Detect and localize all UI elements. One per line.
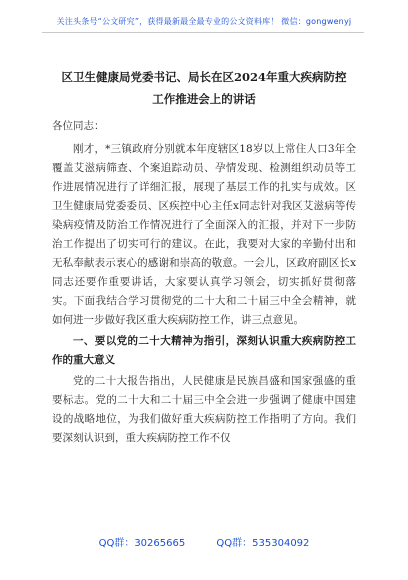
- document-title: 区卫生健康局党委书记、局长在区2024年重大疾病防控工作推进会上的讲话: [61, 70, 347, 106]
- footer-qq-group-2: QQ群：535304092: [216, 538, 310, 549]
- document-body: [52, 140, 356, 448]
- section-heading: 一、要以党的二十大精神为指引，深刻认识重大疾病防控工作的重大意义: [52, 335, 356, 366]
- header-divider: [42, 32, 364, 33]
- salutation: 各位同志：: [52, 120, 105, 132]
- header-promo-note: 关注头条号“公文研究”，获得最新最全最专业的公文资料库！ 微信：gongwenyj: [56, 17, 352, 26]
- body-paragraph: 党的二十大报告指出，人民健康是民族昌盛和国家强盛的重要标志。党的二十大和二十届三中全会进一步强调了健康中国建设的战略地位，为我们做好重大疾病防控工作指明了方向。我们要深刻认识到，重大疾病防控工作不仅: [52, 375, 356, 444]
- footer-contact: [0, 534, 408, 549]
- body-paragraph: 刚才，*三镇政府分别就本年度辖区18岁以上常住人口3年全覆盖艾滋病筛查、个案追踪动员、孕情发现、检测组织动员等工作进展情况进行了详细汇报，展现了基层工作的扎实与成效。区卫生健康局党委委员、区疾控中心主任x同志针对我区艾滋病等传染病疫情及防治工作情况进行了全面深入的汇报，并对下一步防治工作提出了切实可行的建议。在此，我要对大家的辛勤付出和无私奉献表示衷心的感谢和崇高的敬意。一会儿，区政府副区长x同志还要作重要讲话，大家要认真学习领会，切实抓好贯彻落实。下面我结合学习贯彻党的二十大和二十届三中全会精神，就如何进一步做好我区重大疾病防控工作，讲三点意见。: [52, 143, 356, 326]
- footer-qq-group-1: QQ群：30265665: [98, 538, 186, 549]
